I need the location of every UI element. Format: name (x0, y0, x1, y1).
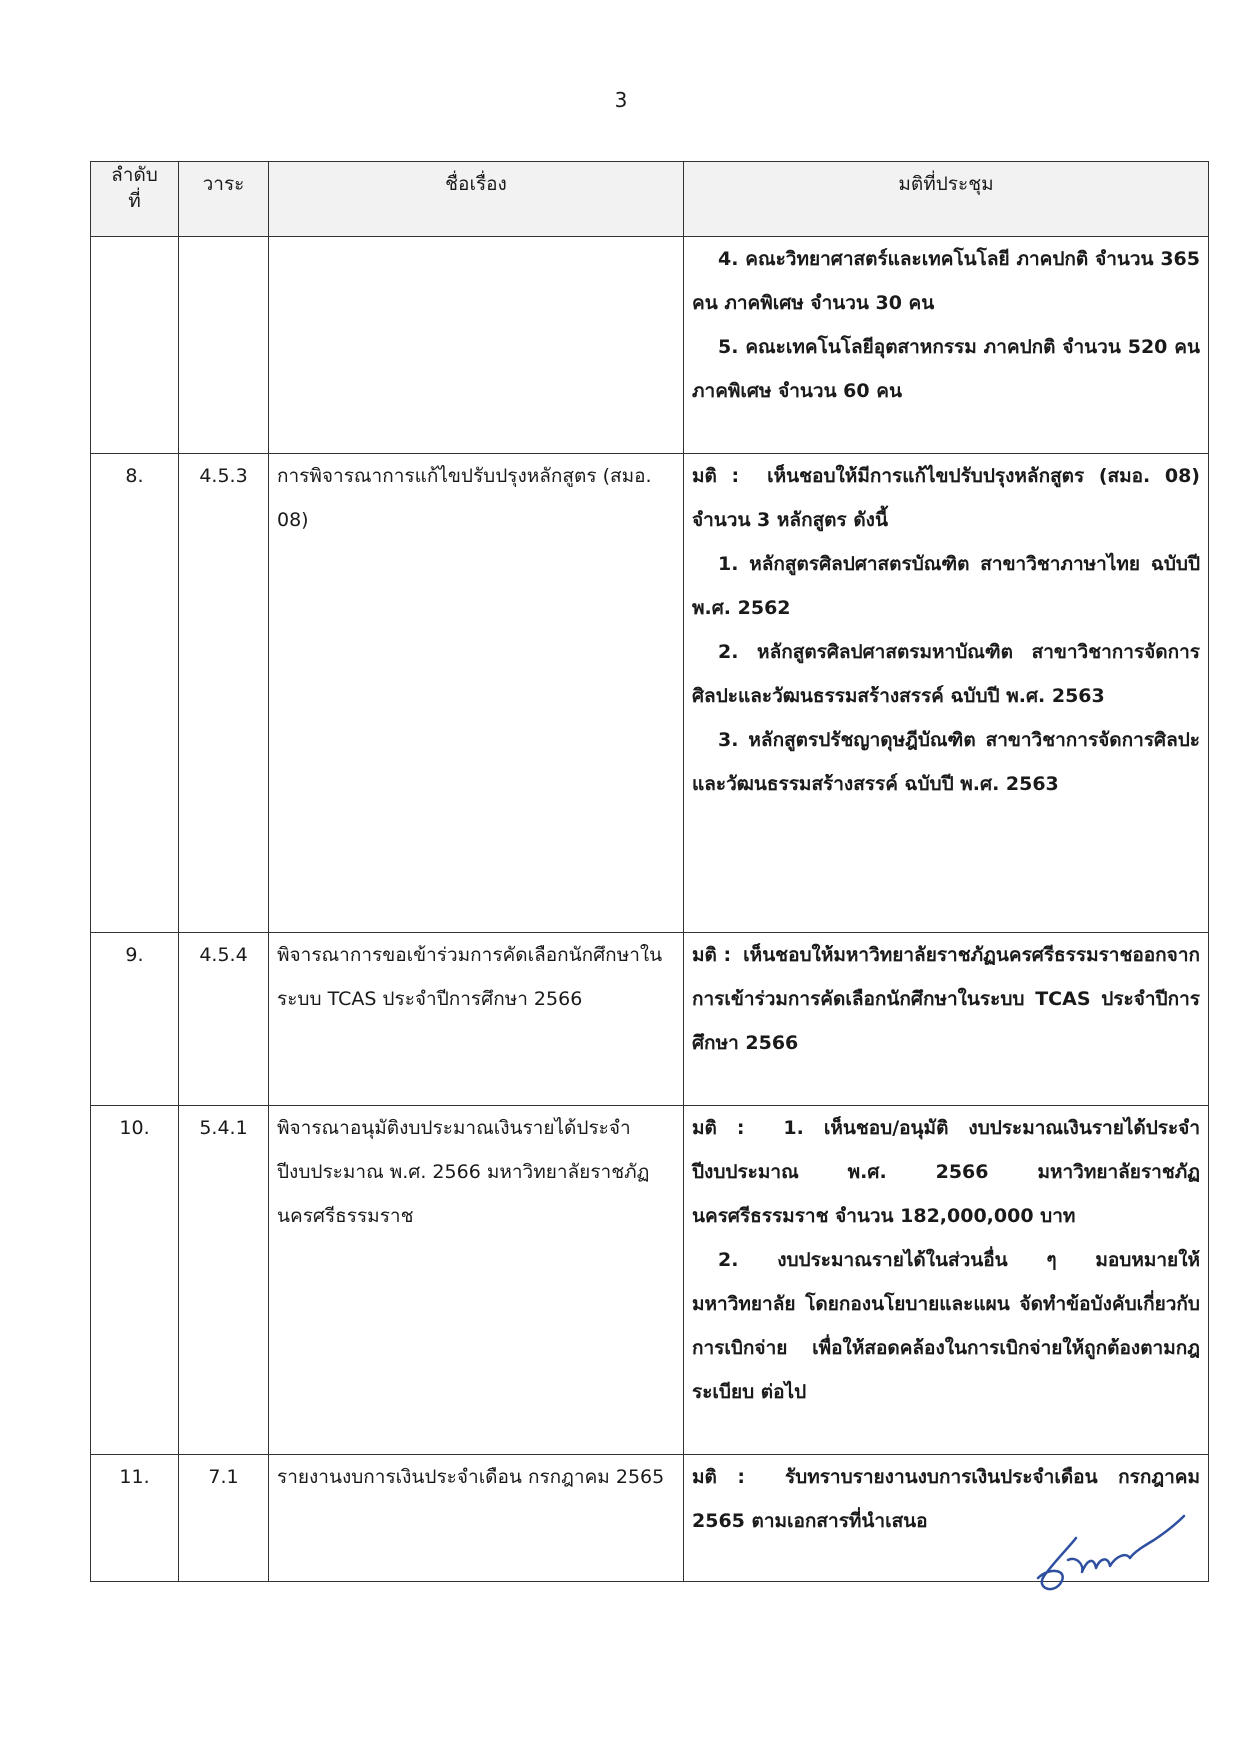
handwritten-signature (1030, 1500, 1190, 1595)
row-number: 10. (91, 1106, 179, 1455)
resolution-lead: มติ : (692, 1466, 745, 1488)
resolution-item: 5. คณะเทคโนโลยีอุตสาหกรรม ภาคปกติ จำนวน 520 คน ภาคพิเศษ จำนวน 60 คน (692, 336, 1200, 402)
resolution-item: 2. หลักสูตรศิลปศาสตรมหาบัณฑิต สาขาวิชาการจัดการศิลปะและวัฒนธรรมสร้างสรรค์ ฉบับปี พ.ศ. 2563 (692, 641, 1200, 707)
header-title: ชื่อเรื่อง (269, 162, 684, 237)
row-title (269, 237, 684, 454)
row-number: 11. (91, 1455, 179, 1582)
row-resolution (684, 454, 1209, 933)
resolution-item: 4. คณะวิทยาศาสตร์และเทคโนโลยี ภาคปกติ จำนวน 365 คน ภาคพิเศษ จำนวน 30 คน (692, 248, 1200, 314)
resolution-text: เห็นชอบให้มหาวิทยาลัยราชภัฏนครศรีธรรมราชออกจากการเข้าร่วมการคัดเลือกนักศึกษาในระบบ TCAS ประจำปีการศึกษา 2566 (692, 944, 1200, 1054)
meeting-minutes-table (90, 161, 1209, 1582)
resolution-head (692, 454, 1200, 542)
table-row (91, 1106, 1209, 1455)
row-title: พิจารณาการขอเข้าร่วมการคัดเลือกนักศึกษาในระบบ TCAS ประจำปีการศึกษา 2566 (269, 933, 684, 1106)
row-resolution (684, 933, 1209, 1106)
row-title: พิจารณาอนุมัติงบประมาณเงินรายได้ประจำปีงบประมาณ พ.ศ. 2566 มหาวิทยาลัยราชภัฏนครศรีธรรมราช (269, 1106, 684, 1455)
header-resolution: มติที่ประชุม (684, 162, 1209, 237)
row-number (91, 237, 179, 454)
header-order (91, 162, 179, 237)
resolution-item: 3. หลักสูตรปรัชญาดุษฎีบัณฑิต สาขาวิชาการจัดการศิลปะและวัฒนธรรมสร้างสรรค์ ฉบับปี พ.ศ. 2563 (692, 729, 1200, 795)
resolution-item: 1. หลักสูตรศิลปศาสตรบัณฑิต สาขาวิชาภาษาไทย ฉบับปี พ.ศ. 2562 (692, 553, 1200, 619)
row-resolution (684, 237, 1209, 454)
header-order-line2: ที่ (128, 190, 141, 212)
resolution-text: รับทราบรายงานงบการเงินประจำเดือน กรกฎาคม 2565 ตามเอกสารที่นำเสนอ (692, 1466, 1200, 1532)
resolution-lead: มติ : (692, 465, 740, 487)
row-resolution (684, 1106, 1209, 1455)
resolution-text: เห็นชอบให้มีการแก้ไขปรับปรุงหลักสูตร (สมอ. 08) จำนวน 3 หลักสูตร ดังนี้ (692, 465, 1200, 531)
header-agenda: วาระ (179, 162, 269, 237)
page-number: 3 (614, 88, 628, 112)
row-agenda: 4.5.4 (179, 933, 269, 1106)
table-row (91, 933, 1209, 1106)
row-agenda: 4.5.3 (179, 454, 269, 933)
resolution-lead: มติ : (692, 1117, 745, 1139)
header-order-line1: ลำดับ (111, 164, 158, 186)
resolution-lead: มติ : (692, 944, 732, 966)
row-title: รายงานงบการเงินประจำเดือน กรกฎาคม 2565 (269, 1455, 684, 1582)
table-row (91, 454, 1209, 933)
row-number: 8. (91, 454, 179, 933)
resolution-item: 2. งบประมาณรายได้ในส่วนอื่น ๆ มอบหมายให้มหาวิทยาลัย โดยกองนโยบายและแผน จัดทำข้อบังคับเกี่ยวกับการเบิกจ่าย เพื่อให้สอดคล้องในการเบิกจ่ายให้ถูกต้องตามกฎ ระเบียบ ต่อไป (692, 1249, 1200, 1403)
row-agenda: 5.4.1 (179, 1106, 269, 1455)
table-row (91, 237, 1209, 454)
resolution-head (692, 1106, 1200, 1238)
row-number: 9. (91, 933, 179, 1106)
row-agenda: 7.1 (179, 1455, 269, 1582)
row-title: การพิจารณาการแก้ไขปรับปรุงหลักสูตร (สมอ. 08) (269, 454, 684, 933)
resolution-head (692, 933, 1200, 1065)
row-agenda (179, 237, 269, 454)
resolution-text: 1. เห็นชอบ/อนุมัติ งบประมาณเงินรายได้ประจำปีงบประมาณ พ.ศ. 2566 มหาวิทยาลัยราชภัฏนครศรีธรรมราช จำนวน 182,000,000 บาท (692, 1117, 1200, 1227)
table-header-row (91, 162, 1209, 237)
